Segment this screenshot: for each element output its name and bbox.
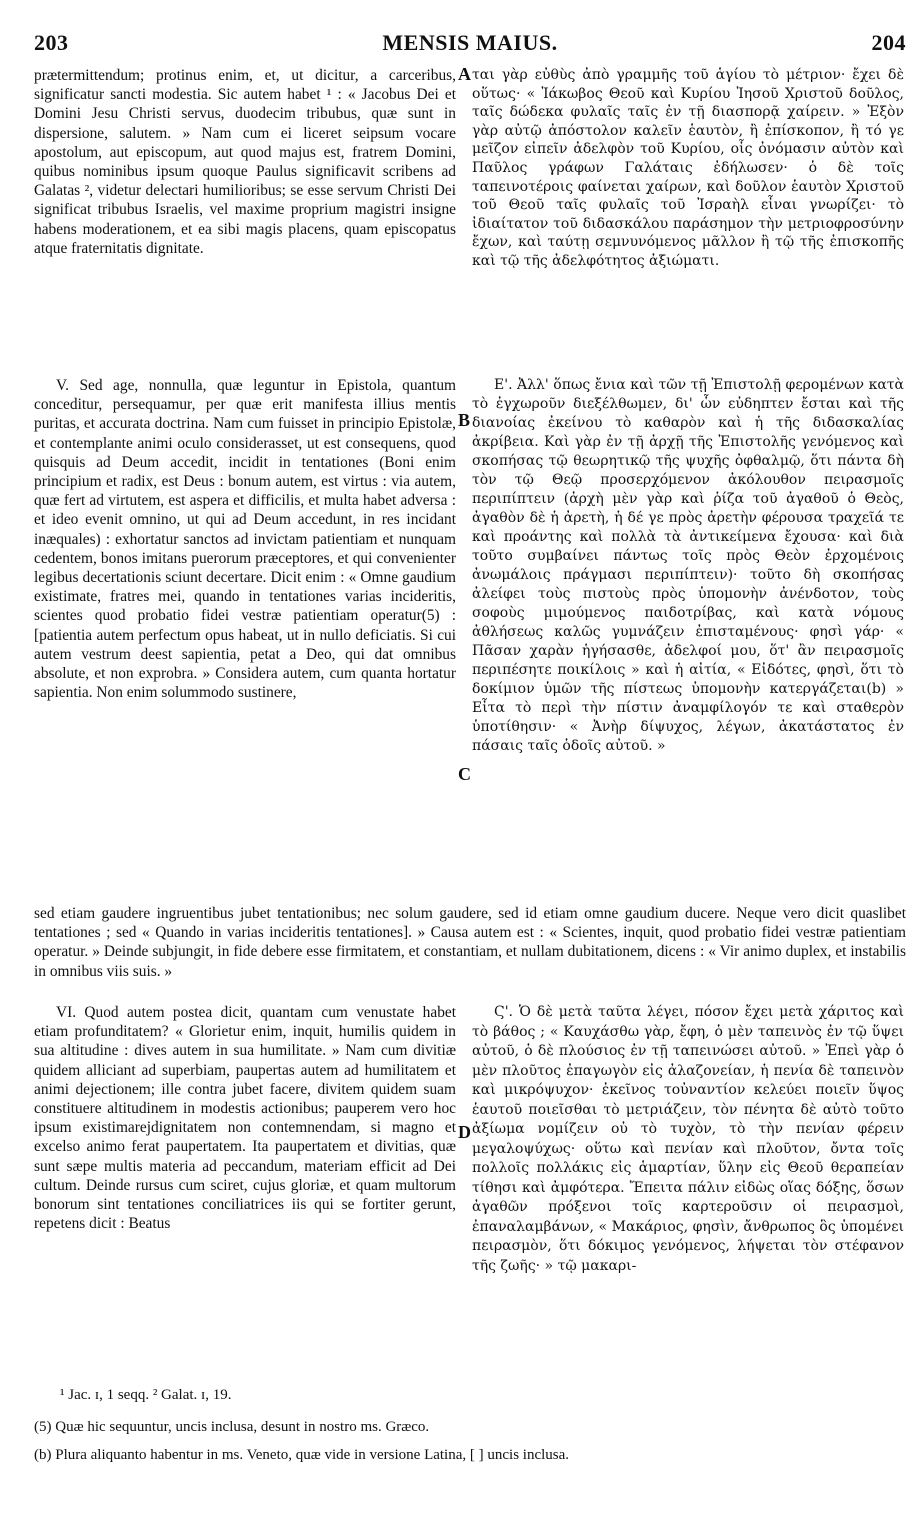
greek-paragraph-2: Ε'. Ἀλλ' ὅπως ἔνια καὶ τῶν τῇ Ἐπιστολῇ φερομένων κατὰ τὸ ἐγχωροῦν διεξέλθωμεν, δι' ὧν εὐδηπτεν ἔσται καὶ τῆς διανοίας ἐκείνου τὸ καθαρὸν καὶ ἡ τῆς διδασκαλίας ἀκρίβεια. Καὶ γὰρ ἐν τῇ ἀρχῇ τῆς Ἐπιστολῆς γενόμενος καὶ σκοπήσας τῷ θεωρητικῷ τῆς ψυχῆς ὀφθαλμῷ, ὅτι πάντα δὴ τὸν τῷ Θεῷ προσερχόμενον ἀκόλουθον πειρασμοῖς περιπίπτειν (ἀρχὴ μὲν γὰρ καὶ ῥίζα τοῦ ἀγαθοῦ ὁ Θεὸς, ἀγαθὸν δὲ ἡ ἀρετὴ, ἡ δέ γε πρὸς ἀρετὴν φέρουσα τραχεῖά τε καὶ προάντης καὶ πολλὰ τὰ ἀντικείμενα ἔχουσα· καὶ διὰ τοῦτο συμβαίνει πάντως τοῖς πρὸς Θεὸν ἐρχομένοις ἀνωμάλοις πράγμασι περιπίπτειν)· τοῦτο δὴ σκοπήσας ἀλείφει τοὺς πιστοὺς πρὸς ὑπομονὴν ἀνένδοτον, τοὺς σοφοὺς μιμούμενος παιδοτρίβας, καὶ κατὰ νόμους ἀθλήσεως καλῶς γυμνάζειν ἐπισταμένους· φησὶ γάρ· « Πᾶσαν χαρὰν ἡγήσασθε, ἀδελφοί μου, ὅτ' ἂν πειρασμοῖς περιπέσητε ποικίλοις » καὶ ἡ αἰτία, « Εἰδότες, φησὶ, ὅτι τὸ δοκίμιον ὑμῶν τῆς πίστεως ὑπομονὴν κατεργάζεται(b) » Εἶτα τὸ περὶ τὴν πίστιν ἀναμφίλογόν τε καὶ σταθερὸν ὑποτίθησιν· « Ἀνὴρ δίψυχος, λέγων, ἀκατάστατος ἐν πάσαις ταῖς ὁδοῖς αὐτοῦ. » bbox=[472, 377, 904, 754]
latin-paragraph-1: prætermittendum; protinus enim, et, ut dicitur, a carceribus, significatur sancti modestia. Sic autem habet ¹ : « Jacobus Dei et Domini Jesu Christi servus, duodecim tribubus, quæ sunt in dispersione, salutem. » Nam cum ei liceret seipsum vocare apostolum, aut episcopum, aut quod majus est, fratrem Domini, quibus nominibus ipsum quoque Paulus significavit scribens ad Galatas ², videtur delectari humilioribus; se esse servum Christi Dei significat tribubus Israelis, vel maxime proprium magistri insigne habens moderationem, et ea sibi magis placens, quam episcopatus atque fraternitatis dignitate. bbox=[34, 67, 456, 257]
greek-paragraph-3: Ϛ'. Ὁ δὲ μετὰ ταῦτα λέγει, πόσον ἔχει μετὰ χάριτος καὶ τὸ βάθος ; « Καυχάσθω γὰρ, ἔφη, ὁ μὲν ταπεινὸς ἐν τῷ ὕψει αὐτοῦ, ὁ δὲ πλούσιος ἐν τῇ ταπεινώσει αὐτοῦ. » Ἐπεὶ γὰρ ὁ μὲν πλοῦτος ἐπαγωγὸν εἰς ἀλαζονείαν, ἡ πενία δὲ ταπεινὸν καὶ μικρόψυχον· ἐκεῖνος τοὐναντίον κελεύει ποιεῖν ὕψος ἑαυτοῦ ποιεῖσθαι τὸ μετριάζειν, τὸν πένητα δὲ αὐτὸ τοῦτο ἀξίωμα νομίζειν οὐ τὸ τυχὸν, τὸ τὴν πενίαν φέρειν μεγαλοψύχως· οὕτω καὶ πενίαν καὶ πλοῦτον, ὄντα τοῖς πολλοῖς πολλάκις εἰς ἁμαρτίαν, ὕλην εἰς Θεοῦ θεραπείαν τίθησι καὶ ἀμφότερα. Ἔπειτα πάλιν εἰδὼς οἵας δόξης, ὅσων ἀγαθῶν πρόξενοι τοῖς καρτεροῦσιν οἱ πειρασμοὶ, ἐπαναλαμβάνων, « Μακάριος, φησὶν, ἄνθρωπος ὃς ὑπομένει πειρασμὸν, ὅτι δόκιμος γενόμενος, λήψεται τὸν στέφανον τῆς ζωῆς· » τῷ μακαρι- bbox=[472, 1004, 904, 1274]
margin-marker-d: D bbox=[458, 1122, 471, 1142]
greek-paragraph-1: ται γὰρ εὐθὺς ἀπὸ γραμμῆς τοῦ ἁγίου τὸ μέτριον· ἔχει δὲ οὕτως· « Ἰάκωβος Θεοῦ καὶ Κυρίου Ἰησοῦ Χριστοῦ δοῦλος, ταῖς δώδεκα φυλαῖς ταῖς ἐν τῇ διασπορᾷ χαίρειν. » Ἐξὸν γὰρ αὐτῷ ἀπόστολον καλεῖν ἑαυτὸν, ἢ ἐπίσκοπον, ἢ τό γε μεῖζον εἰπεῖν ἀδελφὸν τοῦ Κυρίου, οἷς ὀνόμασιν αὐτὸν καὶ Παῦλος γράφων Γαλάταις ἐδήλωσεν· ὁ δὲ τοῖς ταπεινοτέροις φαίνεται χαίρων, καὶ δοῦλον ἑαυτὸν Χριστοῦ τοῦ Θεοῦ ταῖς φυλαῖς τοῦ Ἰσραὴλ εἶναι γνωρίζει· τὸ ἰδιαίτατον τοῦ διδασκάλου παράσημον τὴν μετριοφροσύνην ἔχων, καὶ ταύτῃ σεμνυνόμενος μᾶλλον ἢ τῷ τῆς ἐπισκοπῆς καὶ τῷ τῆς ἀδελφότητος ἀξιώματι. bbox=[472, 67, 904, 269]
margin-marker-a: A bbox=[458, 64, 471, 84]
scripture-references: ¹ Jac. ɪ, 1 seqq. ² Galat. ɪ, 19. bbox=[60, 1387, 232, 1403]
page-number-right: 204 bbox=[871, 30, 906, 55]
latin-fullwidth-paragraph: sed etiam gaudere ingruentibus jubet tentationibus; nec solum gaudere, sed id etiam omne gaudium ducere. Neque vero dicit quaslibet tentationes ; sed « Quando in varias incideritis tentationes]. » Causa autem est : « Scientes, inquit, quod probatio fidei vestræ patientiam operatur. » Deinde subjungit, in fide debere esse firmitatem, et constantiam, et nullam dubitationem, dicens : « Vir animo duplex, et instabilis in omnibus viis suis. » bbox=[34, 905, 906, 980]
page-header bbox=[34, 30, 906, 60]
footnotes bbox=[34, 1384, 906, 1472]
latin-paragraph-3: VI. Quod autem postea dicit, quantam cum venustate habet etiam profunditatem? « Glorietur enim, inquit, humilis quidem in sua altitudine : dives autem in sua humilitate. » Nam cum divitiæ quidem alliciant ad superbiam, paupertas autem ad humilitatem et animi dejectionem; ille contra jubet facere, divitem quidem suam constituere altitudinem in modestis actionibus; pauperem vero hoc ipsum existimarejdignitatem non contemnendam, si magno et excelso animo ferat paupertatem. Ita paupertatem et divitias, quæ sunt sæpe multis materia ad peccandum, materiam efficit ad Dei cultum. Deinde rursus cum sciret, cujus gloriæ, et quam multorum bonorum sint tentationes conciliatrices iis qui se fortiter gerunt, repetens dicit : Beatus bbox=[34, 1004, 456, 1233]
page-number-left: 203 bbox=[34, 30, 69, 55]
margin-marker-b: B bbox=[458, 410, 471, 430]
running-head: MENSIS MAIUS. bbox=[382, 30, 558, 55]
latin-paragraph-2: V. Sed age, nonnulla, quæ leguntur in Epistola, quantum conceditur, persequamur, per quæ erit manifesta illius mentis puritas, et accurata doctrina. Nam cum fuisset in principio Epistolæ, et contemplante animi oculo considerasset, ut est consequens, quod quisquis ad Deum accedit, incidit in tentationes (Boni enim principium et radix, est Deus : bonum autem, est virtus : via autem, quæ fert ad virtutem, est aspera et difficilis, et multa habet adversa : et ideo evenit omnino, ut qui ad Deum accedunt, in res incidant inæquales) : exhortatur sanctos ad invictam patientiam et nunquam cedentem, bonos imitans puerorum præceptores, et qui convenienter legibus decertationis sciunt decertare. Dicit enim : « Omne gaudium existimate, fratres mei, quando in tentationes varias incideritis, scientes quod probatio fidei vestræ patientiam operatur(5) : [patientia autem perfectum opus habeat, ut in nullo deficiatis. Si cui autem vestrum deest sapientia, petat a Deo, qui dat omnibus absolute, et non exprobra. » Considera autem, cum quanta hortatur sapientia. Non enim solummodo sustinere, bbox=[34, 377, 456, 702]
margin-marker-c: C bbox=[458, 764, 471, 784]
note-b: (b) Plura aliquanto habentur in ms. Veneto, quæ vide in versione Latina, [ ] uncis inclusa. bbox=[34, 1447, 570, 1463]
note-5: (5) Quæ hic sequuntur, uncis inclusa, desunt in nostro ms. Græco. bbox=[34, 1419, 430, 1435]
